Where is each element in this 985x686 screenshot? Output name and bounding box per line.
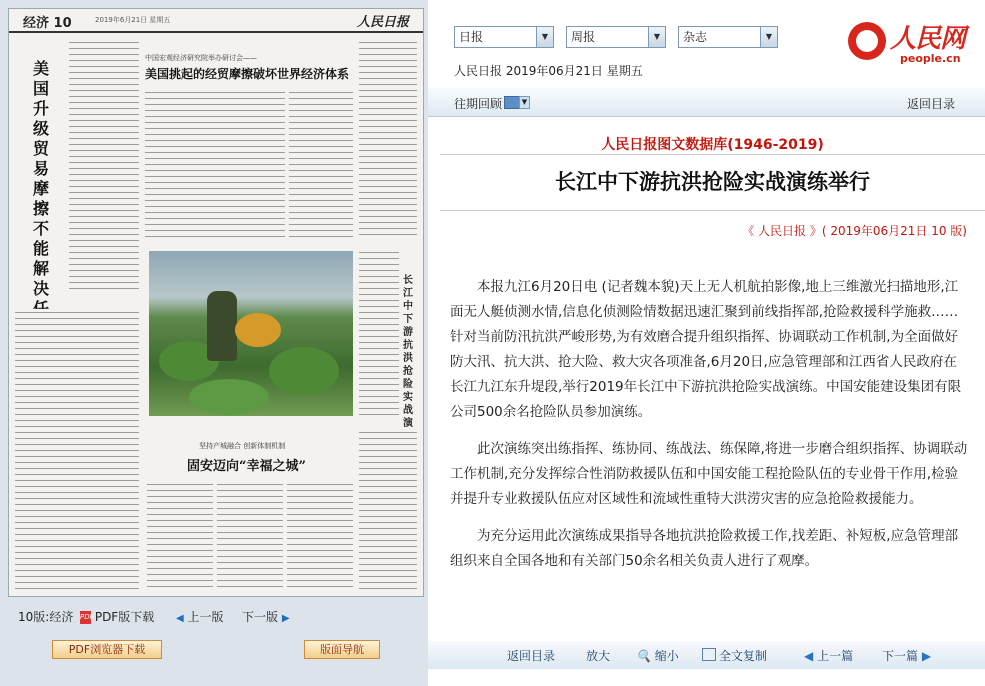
article-title: 长江中下游抗洪抢险实战演练举行	[555, 169, 870, 194]
calendar-icon[interactable]	[504, 96, 520, 109]
article-paragraph: 为充分运用此次演练成果指导各地抗洪抢险救援工作,找差距、补短板,应急管理部组织来自全国各地和有关部门50余名相关负责人进行了观摩。	[450, 528, 959, 569]
article-column[interactable]	[359, 249, 399, 419]
article-column[interactable]	[359, 429, 417, 589]
page-label: 10版:经济	[18, 610, 74, 624]
zoom-in-button[interactable]: 放大	[586, 649, 611, 663]
headline-1[interactable]: 美国挑起的经贸摩擦破坏世界经济体系	[145, 67, 350, 81]
pdf-download-link[interactable]: PDF PDF版下载	[80, 610, 155, 624]
newspaper-pane	[0, 0, 428, 686]
logo-url: people.cn	[900, 52, 961, 65]
magnifier-icon: 🔍	[636, 649, 651, 663]
next-article-button[interactable]: 下一篇 ▶	[882, 649, 932, 663]
page-navigation-button[interactable]: 版面导航	[304, 640, 380, 659]
prev-page-link[interactable]: ◀ 上一版	[176, 610, 224, 624]
arrow-right-icon: ▶	[281, 613, 290, 624]
flood-photo[interactable]	[149, 251, 353, 416]
paper-date: 2019年6月21日 星期五	[95, 16, 171, 24]
pdf-icon: PDF	[80, 611, 91, 624]
logo-emblem-icon	[848, 22, 886, 60]
headline-2-kicker: 坚持产城融合 创新体制机制	[199, 442, 286, 450]
arrow-right-icon: ▶	[921, 649, 932, 663]
article-column[interactable]	[287, 481, 353, 589]
page-nav-bar	[8, 603, 422, 627]
copy-all-button[interactable]: 全文复制	[702, 647, 767, 664]
article-source: 《 人民日报 》( 2019年06月21日 10 版)	[742, 224, 967, 238]
article-toolbar	[428, 641, 985, 669]
chevron-down-icon: ▼	[760, 27, 777, 47]
article-column[interactable]	[359, 39, 417, 239]
newspaper-page-image[interactable]	[8, 8, 424, 597]
back-to-list-button[interactable]: 返回目录	[507, 649, 556, 663]
database-title: 人民日报图文数据库(1946-2019)	[601, 137, 824, 153]
paper-masthead	[9, 9, 423, 33]
article-column[interactable]	[15, 309, 139, 589]
article-nav-bar	[428, 88, 985, 117]
article-paragraph: 此次演练突出练指挥、练协同、练战法、练保障,将进一步磨合组织指挥、协调联动工作机制,充分发挥综合性消防救援队伍和中国安能工程抢险队伍的专业骨干作用,检验并提升专业救援队伍应对区域性和流域性重特大洪涝灾害的应急抢险救援能力。	[450, 441, 968, 507]
logo-name: 人民网	[890, 24, 966, 54]
article-column[interactable]	[69, 39, 139, 289]
back-to-list-link[interactable]: 返回目录	[907, 97, 956, 111]
prev-article-button[interactable]: ◀ 上一篇	[804, 649, 854, 663]
article-column[interactable]	[289, 89, 353, 239]
headline-2[interactable]: 固安迈向“幸福之城”	[187, 459, 306, 474]
magazine-select[interactable]: 杂志 ▼	[678, 26, 778, 48]
divider	[440, 210, 985, 211]
people-cn-logo[interactable]	[848, 16, 978, 72]
chevron-down-icon[interactable]: ▼	[519, 96, 530, 109]
chevron-down-icon: ▼	[648, 27, 665, 47]
paper-logo: 人民日报	[356, 15, 409, 30]
article-paragraph: 本报九江6月20日电 (记者魏本貌)天上无人机航拍影像,地上三维激光扫描地形,江面无人艇侦测水情,信息化侦测险情数据迅速汇聚到前线指挥部,抢险救援科学施救……针对当前防汛抗洪严峻形势,为有效磨合提升组织指挥、协调联动工作机制,为全面做好防大汛、抗大洪、抢大险、救大灾各项准备,6月20日,应急管理部和江西省人民政府在长江九江东升堤段,举行2019年长江中下游抗洪抢险实战演练。中国安能建设集团有限公司500余名抢险队员参加演练。	[450, 279, 962, 420]
publication-select[interactable]: 日报 ▼	[454, 26, 554, 48]
zoom-out-button[interactable]: 🔍 缩小	[636, 649, 679, 663]
article-column[interactable]	[217, 481, 283, 589]
pdf-browser-download-button[interactable]: PDF浏览器下载	[52, 640, 162, 659]
side-headline[interactable]: 长江中下游抗洪抢险实战演	[403, 275, 413, 429]
article-column[interactable]	[147, 481, 213, 589]
past-issues-link[interactable]: 往期回顾	[454, 97, 503, 111]
arrow-left-icon: ◀	[804, 649, 814, 663]
copy-icon	[702, 648, 716, 661]
paper-section: 经济 10	[23, 16, 72, 31]
vertical-headline[interactable]: 美国升级贸易摩擦不能解决	[33, 59, 50, 298]
article-column[interactable]	[145, 89, 285, 239]
arrow-left-icon: ◀	[176, 613, 184, 624]
issue-dateline: 人民日报 2019年06月21日 星期五	[454, 64, 643, 78]
headline-1-kicker: 中国宏观经济研究院举办研讨会——	[145, 54, 257, 62]
next-page-link[interactable]: 下一版 ▶	[242, 610, 290, 624]
weekly-select[interactable]: 周报 ▼	[566, 26, 666, 48]
article-body	[450, 275, 970, 586]
divider	[440, 154, 985, 155]
chevron-down-icon: ▼	[536, 27, 553, 47]
